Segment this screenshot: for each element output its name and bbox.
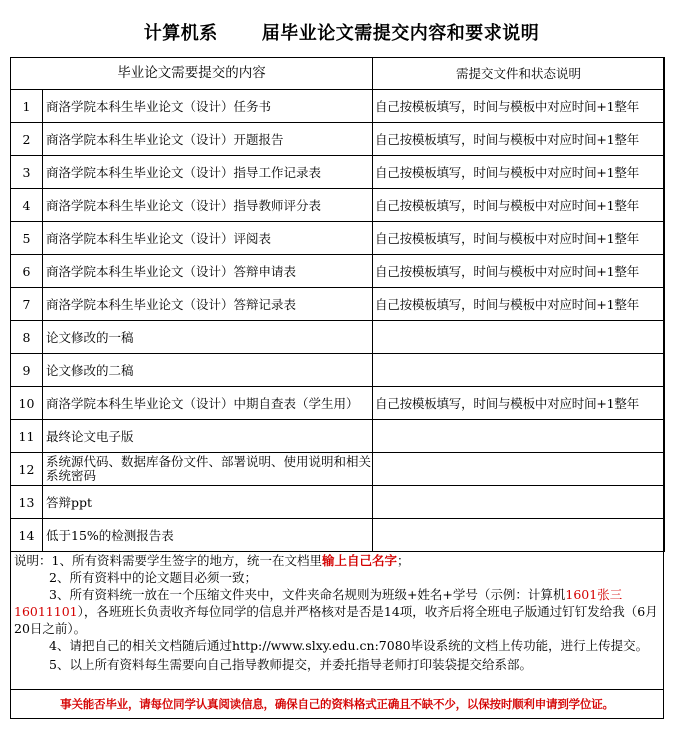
row-status: 自己按模板填写，时间与模板中对应时间+1整年 — [373, 90, 665, 123]
page-title — [0, 17, 683, 47]
row-item: 商洛学院本科生毕业论文（设计）中期自查表（学生用） — [43, 387, 373, 420]
row-status — [373, 486, 665, 519]
row-number: 9 — [11, 354, 43, 387]
row-status — [373, 420, 665, 453]
row-status — [373, 354, 665, 387]
row-number: 5 — [11, 222, 43, 255]
row-number: 2 — [11, 123, 43, 156]
table-row — [11, 123, 665, 156]
table-row — [11, 519, 665, 552]
table-row — [11, 255, 665, 288]
row-number: 12 — [11, 453, 43, 486]
table-row — [11, 354, 665, 387]
table-row — [11, 387, 665, 420]
row-status: 自己按模板填写，时间与模板中对应时间+1整年 — [373, 288, 665, 321]
row-item: 系统源代码、数据库备份文件、部署说明、使用说明和相关系统密码 — [43, 453, 373, 486]
row-item: 论文修改的二稿 — [43, 354, 373, 387]
table-row — [11, 189, 665, 222]
row-item: 商洛学院本科生毕业论文（设计）答辩记录表 — [43, 288, 373, 321]
row-item: 商洛学院本科生毕业论文（设计）任务书 — [43, 90, 373, 123]
table-row — [11, 420, 665, 453]
row-status: 自己按模板填写，时间与模板中对应时间+1整年 — [373, 255, 665, 288]
row-item: 商洛学院本科生毕业论文（设计）指导教师评分表 — [43, 189, 373, 222]
table-row — [11, 453, 665, 486]
table-header-row — [11, 58, 665, 90]
header-status: 需提交文件和状态说明 — [373, 58, 665, 90]
note-5: 5、以上所有资料每生需要向自己指导教师提交，并委托指导老师打印装袋提交给系部。 — [49, 657, 532, 672]
table-row — [11, 156, 665, 189]
row-status: 自己按模板填写，时间与模板中对应时间+1整年 — [373, 156, 665, 189]
header-content: 毕业论文需要提交的内容 — [11, 58, 373, 90]
row-number: 13 — [11, 486, 43, 519]
table-row — [11, 321, 665, 354]
row-status: 自己按模板填写，时间与模板中对应时间+1整年 — [373, 222, 665, 255]
row-number: 8 — [11, 321, 43, 354]
row-item: 商洛学院本科生毕业论文（设计）评阅表 — [43, 222, 373, 255]
row-item: 最终论文电子版 — [43, 420, 373, 453]
warning-banner: 事关能否毕业，请每位同学认真阅读信息，确保自己的资料格式正确且不缺不少，以保按时顺利申请到学位证。 — [11, 689, 663, 718]
row-number: 7 — [11, 288, 43, 321]
row-number: 3 — [11, 156, 43, 189]
row-number: 4 — [11, 189, 43, 222]
table-row — [11, 288, 665, 321]
row-item: 低于15%的检测报告表 — [43, 519, 373, 552]
table-row — [11, 486, 665, 519]
notes-section — [11, 550, 663, 689]
row-number: 10 — [11, 387, 43, 420]
row-number: 14 — [11, 519, 43, 552]
note-3: 3、所有资料统一放在一个压缩文件夹中，文件夹命名规则为班级+姓名+学号（示例：计算机1601张三16011101），各班班长负责收齐每位同学的信息并严格核对是否是14项，收齐后将全班电子版通过钉钉发给我（6月20日之前）。 — [14, 587, 658, 636]
row-status: 自己按模板填写，时间与模板中对应时间+1整年 — [373, 123, 665, 156]
note-2: 2、所有资料中的论文题目必须一致； — [49, 570, 257, 585]
row-item: 答辩ppt — [43, 486, 373, 519]
note-4: 4、请把自己的相关文档随后通过http://www.slxy.edu.cn:7080毕设系统的文档上传功能，进行上传提交。 — [49, 638, 649, 653]
note-1: 说明：1、所有资料需要学生签字的地方，统一在文档里输上自己名字； — [14, 553, 410, 568]
row-item: 商洛学院本科生毕业论文（设计）开题报告 — [43, 123, 373, 156]
note-1-emphasis: 输上自己名字 — [321, 553, 397, 568]
row-status: 自己按模板填写，时间与模板中对应时间+1整年 — [373, 189, 665, 222]
row-number: 6 — [11, 255, 43, 288]
row-item: 论文修改的一稿 — [43, 321, 373, 354]
table-row — [11, 90, 665, 123]
note-3-example: 1601张三16011101 — [14, 587, 623, 619]
row-status — [373, 519, 665, 552]
submission-table — [10, 57, 665, 552]
row-item: 商洛学院本科生毕业论文（设计）答辩申请表 — [43, 255, 373, 288]
row-item: 商洛学院本科生毕业论文（设计）指导工作记录表 — [43, 156, 373, 189]
row-status — [373, 321, 665, 354]
row-status — [373, 453, 665, 486]
row-status: 自己按模板填写，时间与模板中对应时间+1整年 — [373, 387, 665, 420]
table-row — [11, 222, 665, 255]
title-main: 届毕业论文需提交内容和要求说明 — [261, 23, 540, 44]
title-department: 计算机系 — [143, 23, 218, 44]
table-body — [11, 90, 665, 552]
row-number: 1 — [11, 90, 43, 123]
row-number: 11 — [11, 420, 43, 453]
